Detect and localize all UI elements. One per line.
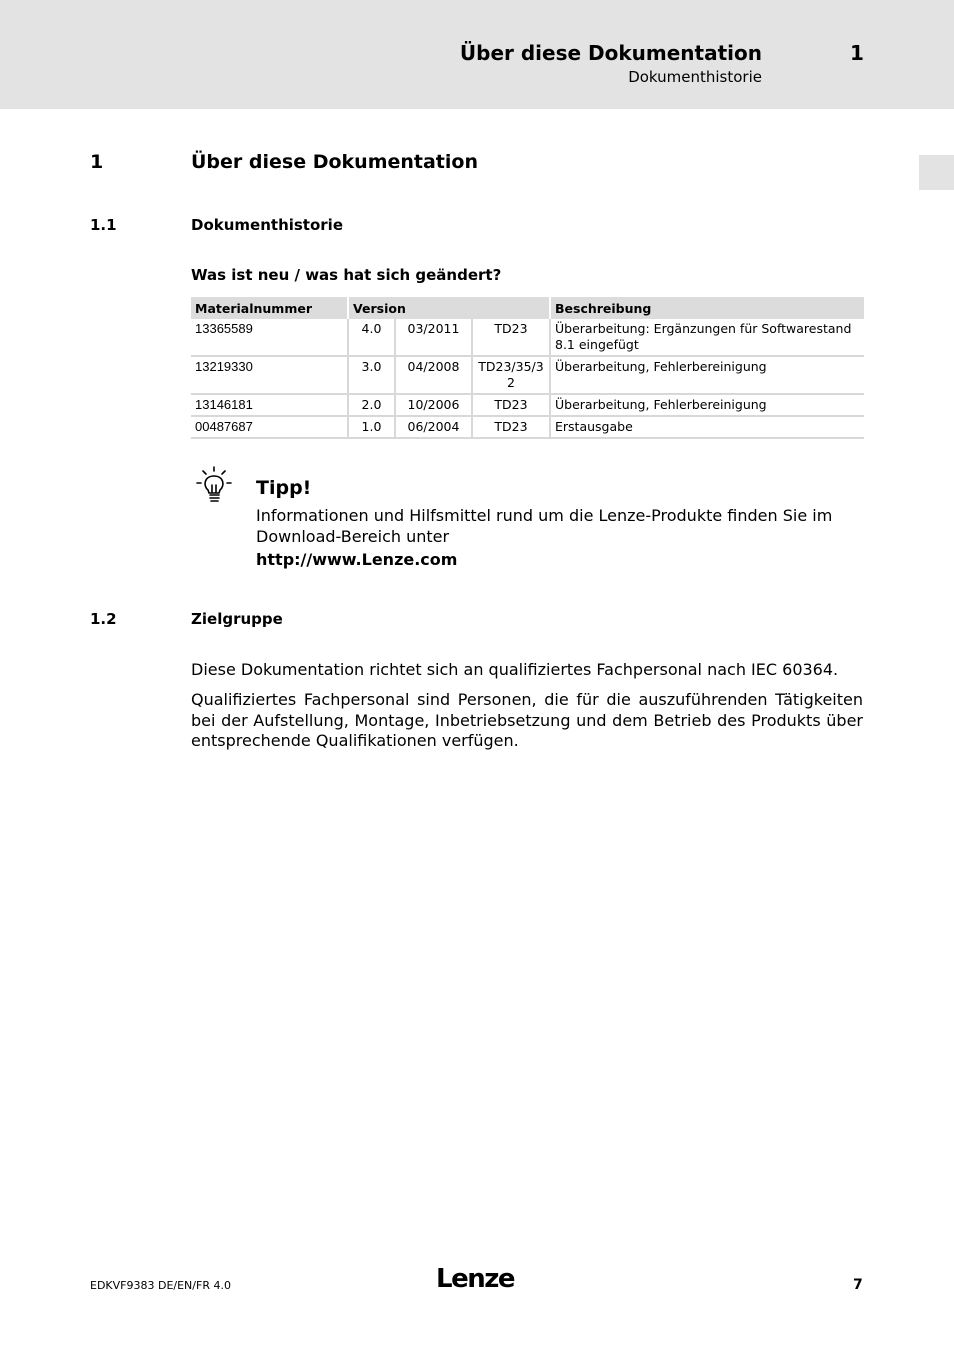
- lenze-logo: Lenze: [436, 1264, 514, 1294]
- header-title: Über diese Dokumentation: [459, 41, 762, 65]
- cell-description: Überarbeitung: Ergänzungen für Softwarestand 8.1 eingefügt: [550, 319, 864, 356]
- header-chapter-number: 1: [850, 41, 864, 65]
- header-material: Materialnummer: [191, 297, 348, 319]
- cell-date: 06/2004: [395, 416, 472, 438]
- document-history-table: [191, 297, 864, 439]
- cell-material: 13146181: [191, 394, 348, 416]
- cell-material: 13365589: [191, 319, 348, 356]
- cell-version: 2.0: [348, 394, 395, 416]
- page-number: 7: [853, 1277, 863, 1293]
- section-1-number: 1: [90, 151, 104, 173]
- chapter-side-tab: [919, 155, 954, 190]
- cell-version: 4.0: [348, 319, 395, 356]
- section-1-title: Über diese Dokumentation: [191, 151, 478, 173]
- table-row: [191, 319, 864, 356]
- cell-date: 10/2006: [395, 394, 472, 416]
- tip-title: Tipp!: [256, 477, 312, 499]
- tip-link[interactable]: http://www.Lenze.com: [256, 550, 458, 569]
- cell-material: 13219330: [191, 356, 348, 394]
- table-row: [191, 394, 864, 416]
- table-row: [191, 416, 864, 438]
- lightbulb-icon: [194, 465, 236, 505]
- header-description: Beschreibung: [550, 297, 864, 319]
- table-row: [191, 356, 864, 394]
- cell-description: Überarbeitung, Fehlerbereinigung: [550, 394, 864, 416]
- cell-date: 03/2011: [395, 319, 472, 356]
- section-1-1-title: Dokumenthistorie: [191, 216, 343, 234]
- cell-material: 00487687: [191, 416, 348, 438]
- paragraph: Diese Dokumentation richtet sich an qualifiziertes Fachpersonal nach IEC 60364.: [191, 660, 839, 679]
- cell-td: TD23: [472, 394, 550, 416]
- header-subtitle: Dokumenthistorie: [628, 68, 762, 86]
- tip-text: Informationen und Hilfsmittel rund um die Lenze-Produkte finden Sie im Download-Bereich unter: [256, 506, 833, 546]
- changes-heading: Was ist neu / was hat sich geändert?: [191, 266, 502, 284]
- cell-description: Erstausgabe: [550, 416, 864, 438]
- cell-td: TD23/35/32: [472, 356, 550, 394]
- cell-td: TD23: [472, 319, 550, 356]
- section-1-2-title: Zielgruppe: [191, 610, 283, 628]
- section-1-1-number: 1.1: [90, 216, 117, 234]
- cell-version: 1.0: [348, 416, 395, 438]
- header-version: Version: [348, 297, 550, 319]
- paragraph: Qualifiziertes Fachpersonal sind Personen, die für die auszuführenden Tätigkeiten bei der Aufstellung, Montage, Inbetriebsetzung und dem Betrieb des Produkts über entsprechende Qualifikationen verfügen.: [191, 690, 863, 750]
- cell-version: 3.0: [348, 356, 395, 394]
- section-1-2-number: 1.2: [90, 610, 117, 628]
- cell-description: Überarbeitung, Fehlerbereinigung: [550, 356, 864, 394]
- cell-td: TD23: [472, 416, 550, 438]
- cell-date: 04/2008: [395, 356, 472, 394]
- footer-doc-id: EDKVF9383 DE/EN/FR 4.0: [90, 1279, 231, 1292]
- table-header-row: [191, 297, 864, 319]
